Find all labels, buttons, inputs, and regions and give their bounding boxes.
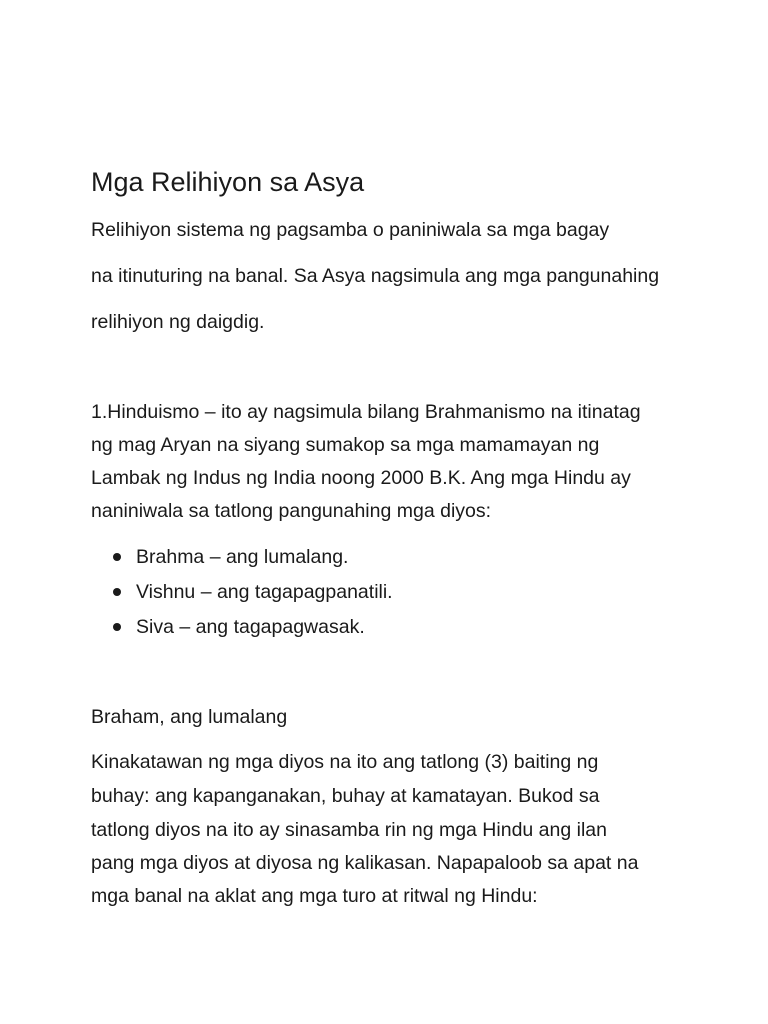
section2-line-1: Kinakatawan ng mga diyos na ito ang tatlong (3) baiting ng — [91, 751, 599, 773]
section2-line-5: mga banal na aklat ang mga turo at ritwal ng Hindu: — [91, 885, 538, 907]
bullet-text: Brahma – ang lumalang. — [136, 546, 349, 568]
section2-line-3: tatlong diyos na ito ay sinasamba rin ng mga Hindu ang ilan — [91, 819, 607, 841]
page-title: Mga Relihiyon sa Asya — [91, 167, 365, 197]
section1-line-1: 1.Hinduismo – ito ay nagsimula bilang Brahmanismo na itinatag — [91, 401, 641, 423]
section2-line-2: buhay: ang kapanganakan, buhay at kamatayan. Bukod sa — [91, 785, 600, 807]
section1-line-4: naniniwala sa tatlong pangunahing mga diyos: — [91, 500, 492, 522]
intro-line-2: na itinuturing na banal. Sa Asya nagsimula ang mga pangunahing — [91, 265, 660, 287]
intro-line-1: Relihiyon sistema ng pagsamba o paniniwala sa mga bagay — [91, 219, 610, 241]
bullet-icon — [113, 623, 121, 631]
section1-line-3: Lambak ng Indus ng India noong 2000 B.K. Ang mga Hindu ay — [91, 467, 631, 489]
section2-line-4: pang mga diyos at diyosa ng kalikasan. Napapaloob sa apat na — [91, 852, 639, 874]
subheading: Braham, ang lumalang — [91, 706, 288, 728]
bullet-text: Siva – ang tagapagwasak. — [136, 616, 365, 638]
intro-line-3: relihiyon ng daigdig. — [91, 311, 265, 333]
bullet-icon — [113, 553, 121, 561]
bullet-text: Vishnu – ang tagapagpanatili. — [136, 581, 393, 603]
bullet-icon — [113, 588, 121, 596]
section1-line-2: ng mag Aryan na siyang sumakop sa mga mamamayan ng — [91, 434, 600, 456]
